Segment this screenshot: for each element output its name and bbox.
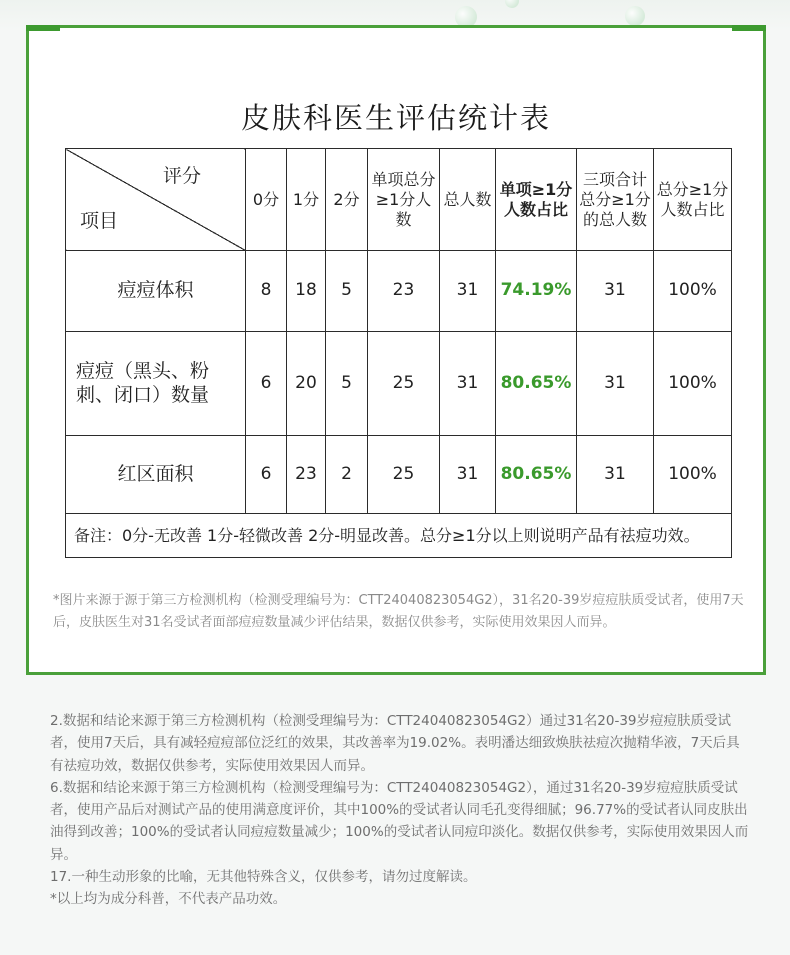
header-cell: 1分 [287,149,326,251]
header-row [66,149,732,251]
single-count: 25 [368,332,440,436]
page-title: 皮肤科医生评估统计表 [240,101,551,135]
bubble-decoration [505,0,519,8]
header-cell: 0分 [246,149,287,251]
score-1-count: 23 [287,436,326,514]
total-count: 31 [440,251,496,332]
score-2-count: 5 [326,251,368,332]
score-0-count: 6 [246,332,287,436]
bubble-decoration [625,6,645,26]
score-2-count: 5 [326,332,368,436]
row-label: 红区面积 [66,436,246,514]
note-paragraph: *以上均为成分科普，不代表产品功效。 [50,891,287,908]
single-count: 25 [368,436,440,514]
header-cell: 总人数 [440,149,496,251]
combined-count: 31 [577,332,654,436]
single-count: 23 [368,251,440,332]
score-0-count: 6 [246,436,287,514]
note-paragraph: 6.数据和结论来源于第三方检测机构（检测受理编号为：CTT24040823054G2），通过31名20-39岁痘痘肤质受试者，使用产品后对测试产品的使用满意度评价，其中100%的受试者认同毛孔变得细腻；96.77%的受试者认同皮肤出油得到改善；100%的受试者认同痘痘数量减少；100%的受试者认同痘印淡化。数据仅供参考，实际使用效果因人而异。 [50,779,749,863]
header-cell: 单项≥1分人数占比 [496,149,577,251]
stats-card [26,25,766,675]
disclaimer-notes [50,710,750,911]
total-count: 31 [440,436,496,514]
header-cell: 总分≥1分人数占比 [654,149,732,251]
combined-ratio: 100% [654,436,732,514]
score-1-count: 20 [287,332,326,436]
row-label: 痘痘（黑头、粉刺、闭口）数量 [66,332,246,436]
card-corner-right [732,25,766,31]
combined-count: 31 [577,436,654,514]
score-2-count: 2 [326,436,368,514]
total-count: 31 [440,332,496,436]
header-cell: 单项总分≥1分人数 [368,149,440,251]
single-ratio: 80.65% [496,332,577,436]
note-paragraph: 2.数据和结论来源于第三方检测机构（检测受理编号为：CTT24040823054G2）通过31名20-39岁痘痘肤质受试者，使用7天后，具有减轻痘痘部位泛红的效果，其改善率为19.02%。表明潘达细致焕肤祛痘次抛精华液，7天后具有祛痘功效，数据仅供参考，实际使用效果因人而异。 [50,713,740,774]
header-cell: 2分 [326,149,368,251]
combined-ratio: 100% [654,332,732,436]
table-row [66,332,732,436]
single-ratio: 80.65% [496,436,577,514]
table-row [66,251,732,332]
combined-count: 31 [577,251,654,332]
single-ratio: 74.19% [496,251,577,332]
evaluation-table [65,148,732,558]
table-note: 备注：0分-无改善 1分-轻微改善 2分-明显改善。总分≥1分以上则说明产品有祛痘功效。 [66,514,732,558]
note-row [66,514,732,558]
corner-item-label: 项目 [80,210,119,233]
corner-cell [66,149,246,251]
header-cell: 三项合计总分≥1分的总人数 [577,149,654,251]
table-row [66,436,732,514]
note-paragraph: 17.一种生动形象的比喻，无其他特殊含义，仅供参考，请勿过度解读。 [50,869,477,886]
corner-score-label: 评分 [162,165,201,187]
score-0-count: 8 [246,251,287,332]
combined-ratio: 100% [654,251,732,332]
image-source-footnote: *图片来源于源于第三方检测机构（检测受理编号为：CTT24040823054G2），31名20-39岁痘痘肤质受试者，使用7天后，皮肤医生对31名受试者面部痘痘数量减少评估结果，数据仅供参考，实际使用效果因人而异。 [53,593,744,630]
card-corner-left [26,25,60,31]
score-1-count: 18 [287,251,326,332]
row-label: 痘痘体积 [66,251,246,332]
